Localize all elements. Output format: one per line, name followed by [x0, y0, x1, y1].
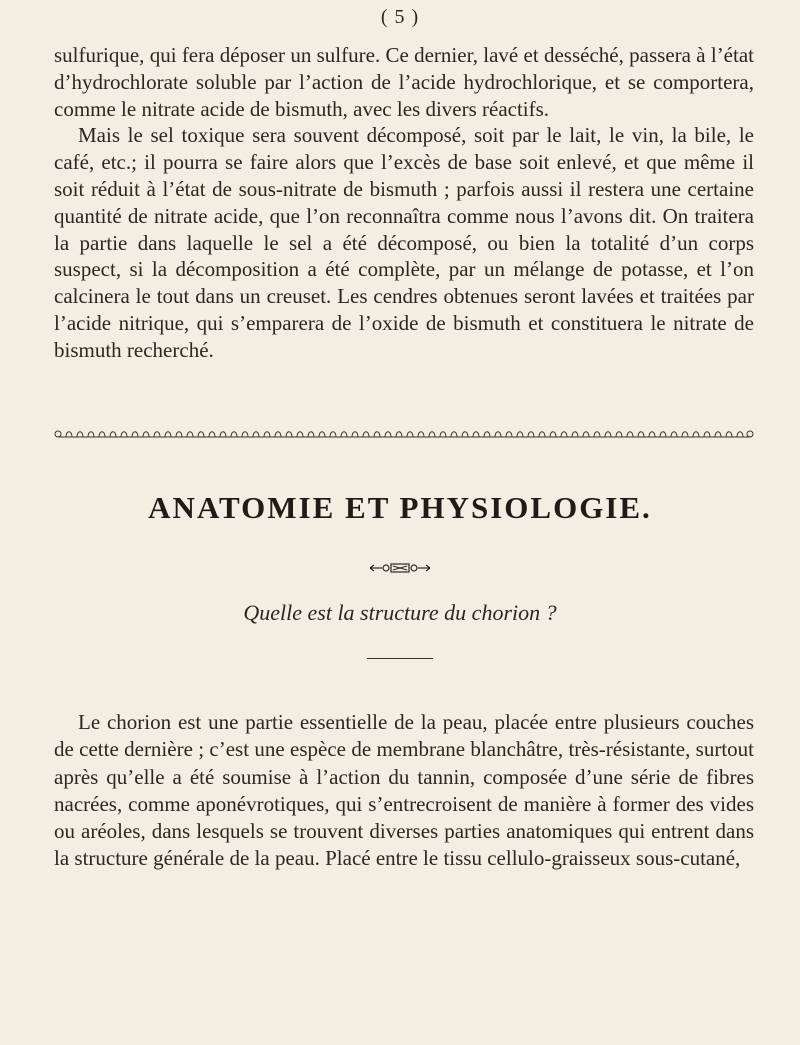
section-question: Quelle est la structure du chorion ? — [243, 600, 557, 625]
paragraph-toxic-salt: Mais le sel toxique sera souvent décomposé, soit par le lait, le vin, la bile, le café, etc.; il pourra se faire alors que l’excès de base soit enlevé, et que même il soit réduit à l’état de sous-nitrate de bismuth ; parfois aussi il restera une certaine quantité de nitrate acide, que l’on reconnaîtra comme nous l’avons dit. On traitera la partie dans laquelle le sel a été décomposé, ou bien la totalité d’un corps suspect, si la décomposition a été complète, par un mélange de potasse, et l’on calcinera le tout dans un creuset. Les cendres obtenues seront lavées et traitées par l’acide nitrique, qui s’emparera de l’oxide de bismuth et constituera le nitrate de bismuth recherché. — [54, 123, 754, 362]
paragraph-chorion: Le chorion est une partie essentielle de la peau, placée entre plusieurs couches de cette dernière ; c’est une espèce de membrane blanchâtre, très-résistante, surtout après qu’elle a été soumise à l’action du tannin, composée d’une série de fibres nacrées, comme aponévrotiques, qui s’entrecroisent de manière à former des vides ou aréoles, dans lesquels se trouvent diverses parties anatomiques qui entrent dans la structure générale de la peau. Placé entre le tissu cellulo-graisseux sous-cutané, — [54, 710, 754, 871]
chemistry-text — [54, 42, 754, 364]
flourish-ornament — [368, 562, 432, 574]
short-divider — [367, 658, 433, 659]
ornamental-rule — [54, 428, 754, 440]
section-title: ANATOMIE ET PHYSIOLOGIE. — [148, 490, 652, 525]
page-number: ( 5 ) — [380, 6, 420, 28]
anatomy-text — [54, 709, 754, 873]
paragraph-continued: sulfurique, qui fera déposer un sulfure. Ce dernier, lavé et desséché, passera à l’état d’hydrochlorate soluble par l’action de l’acide hydrochlorique, et se comportera, comme le nitrate acide de bismuth, avec les divers réactifs. — [54, 43, 754, 121]
